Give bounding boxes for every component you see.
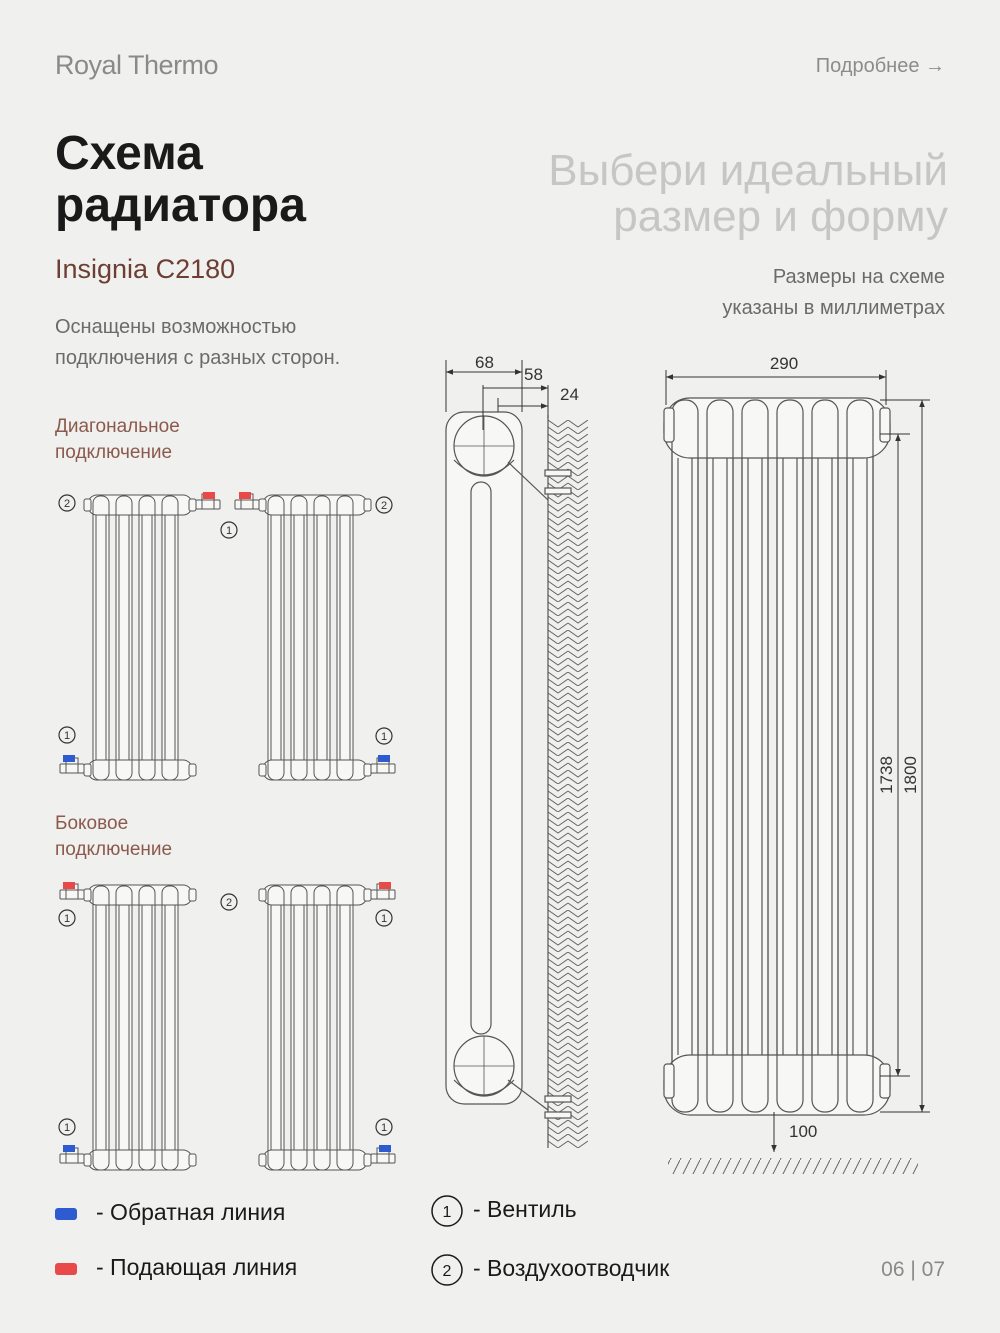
section-side-line-1: Боковое	[55, 813, 129, 834]
dim-axis-height: 1738	[877, 756, 896, 794]
dim-depth-body: 58	[524, 365, 543, 384]
section-diagonal-line-1: Диагональное	[55, 416, 180, 437]
supply-line-swatch	[55, 1263, 77, 1275]
legend-air-vent: - Воздухоотводчик	[473, 1255, 670, 1281]
wall-hatch	[548, 420, 588, 1148]
front-view	[664, 398, 890, 1115]
marker-label: 2	[63, 498, 71, 510]
dim-wall-gap: 24	[560, 385, 579, 404]
side-radiator-left	[60, 882, 196, 1170]
description-line-1: Оснащены возможностью	[55, 316, 297, 338]
description-line-2: подключения с разных сторон.	[55, 347, 341, 369]
return-valve-marker	[63, 1145, 75, 1152]
supply-valve-marker	[239, 492, 251, 499]
legend-supply-line: - Подающая линия	[96, 1254, 298, 1280]
tagline-line-1: Выбери идеальный	[548, 146, 948, 195]
return-valve-marker	[379, 1145, 391, 1152]
side-radiator-right	[259, 882, 395, 1170]
marker-label: 1	[380, 1122, 388, 1134]
marker-label: 2	[380, 500, 388, 512]
title-line-1: Схема	[55, 127, 203, 180]
tagline-line-2: размер и форму	[613, 192, 948, 241]
supply-valve-marker	[379, 882, 391, 889]
brand-logo: Royal Thermo	[55, 50, 219, 80]
marker-label: 1	[380, 913, 388, 925]
supply-valve-marker	[203, 492, 215, 499]
diagonal-radiator-left	[60, 492, 220, 780]
section-side-line-2: подключение	[55, 839, 173, 860]
more-link[interactable]: Подробнее →	[815, 55, 945, 77]
dim-depth-total: 68	[475, 353, 494, 372]
side-profile-view	[446, 412, 588, 1148]
return-valve-marker	[378, 755, 390, 762]
return-valve-marker	[63, 755, 75, 762]
marker-label: 2	[225, 897, 233, 909]
marker-label: 1	[63, 730, 71, 742]
dim-total-height: 1800	[901, 756, 920, 794]
title-line-2: радиатора	[55, 179, 306, 232]
marker-label: 1	[63, 913, 71, 925]
dim-width: 290	[769, 354, 799, 373]
marker-label: 1	[380, 731, 388, 743]
supply-valve-marker	[63, 882, 75, 889]
units-note-line-2: указаны в миллиметрах	[722, 297, 945, 319]
model-name: Insignia C2180	[55, 254, 236, 284]
legend-return-line: - Обратная линия	[96, 1199, 286, 1225]
units-note-line-1: Размеры на схеме	[772, 266, 945, 288]
dim-floor-gap: 100	[789, 1122, 818, 1141]
marker-label: 1	[63, 1122, 71, 1134]
section-diagonal-line-2: подключение	[55, 442, 173, 463]
marker-label: 1	[225, 525, 233, 537]
legend-valve: - Вентиль	[473, 1196, 577, 1222]
floor-hatch	[668, 1158, 918, 1174]
return-line-swatch	[55, 1208, 77, 1220]
page-number: 06 | 07	[881, 1258, 945, 1281]
diagonal-radiator-right	[235, 492, 395, 780]
legend-marker-label: 2	[442, 1263, 452, 1280]
legend-marker-label: 1	[442, 1204, 452, 1221]
